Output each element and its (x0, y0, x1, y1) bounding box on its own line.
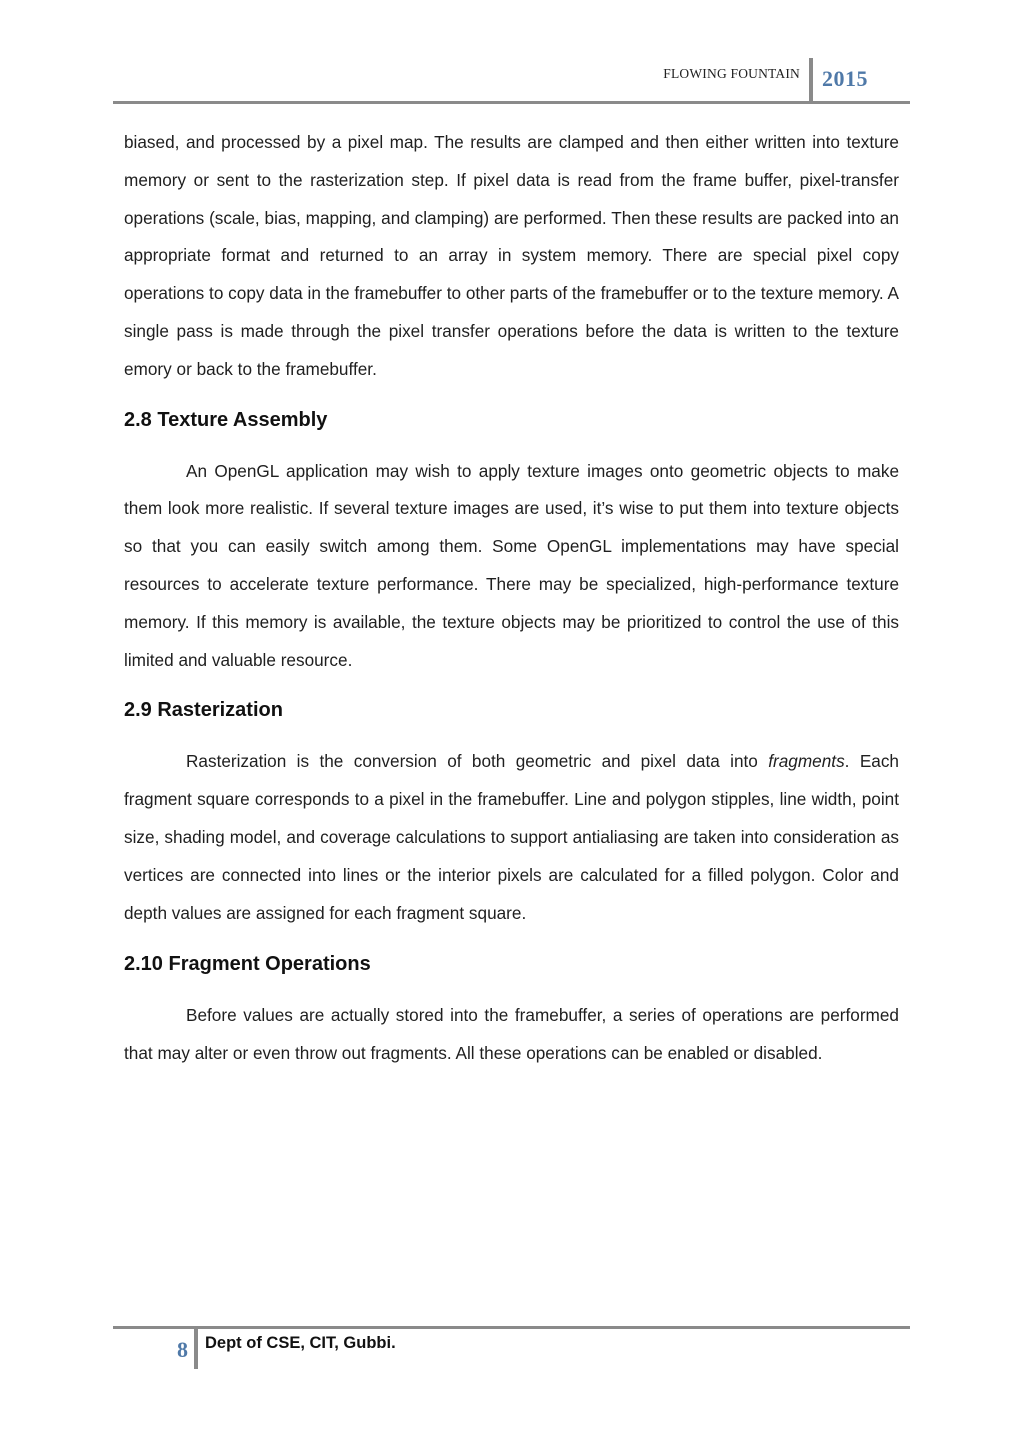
header-divider (809, 58, 813, 104)
page-number: 8 (177, 1337, 188, 1362)
page-body (124, 124, 899, 1073)
rasterization-text-after: . Each fragment square corresponds to a pixel in the framebuffer. Line and polygon stipples, line width, point size, shading model, and coverage calculations to support antialiasing are taken into consideration as vertices are connected into lines or the interior pixels are calculated for a filled polygon. Color and depth values are assigned for each fragment square. (124, 751, 899, 923)
texture-assembly-paragraph: An OpenGL application may wish to apply texture images onto geometric objects to make them look more realistic. If several texture images are used, it’s wise to put them into texture objects so that you can easily switch among them. Some OpenGL implementations may have special resources to accelerate texture performance. There may be specialized, high-performance texture memory. If this memory is available, the texture objects may be prioritized to control the use of this limited and valuable resource. (124, 460, 899, 670)
intro-paragraph: biased, and processed by a pixel map. The results are clamped and then either written into texture memory or sent to the rasterization step. If pixel data is read from the frame buffer, pixel-transfer operations (scale, bias, mapping, and clamping) are performed. Then these results are packed into an appropriate format and returned to an array in system memory. There are special pixel copy operations to copy data in the framebuffer to other parts of the framebuffer or to the texture memory. A single pass is made through the pixel transfer operations before the data is written to the texture emory or back to the framebuffer. (124, 132, 899, 379)
section-heading-texture-assembly: 2.8 Texture Assembly (124, 408, 328, 431)
header-rule (113, 101, 910, 104)
header-year: 2015 (822, 66, 868, 91)
section-heading-rasterization: 2.9 Rasterization (124, 699, 283, 722)
footer-rule (113, 1326, 910, 1329)
running-header-title: FLOWING FOUNTAIN (663, 66, 800, 81)
fragments-emphasis: fragments (768, 751, 845, 772)
fragment-operations-paragraph: Before values are actually stored into the framebuffer, a series of operations are performed that may alter or even throw out fragments. All these operations can be enabled or disabled. (124, 1005, 899, 1064)
footer-divider (194, 1329, 198, 1369)
section-heading-fragment-operations: 2.10 Fragment Operations (124, 953, 371, 976)
footer-department: Dept of CSE, CIT, Gubbi. (205, 1334, 396, 1352)
rasterization-text-before: Rasterization is the conversion of both geometric and pixel data into (186, 751, 769, 772)
rasterization-paragraph (124, 743, 899, 932)
